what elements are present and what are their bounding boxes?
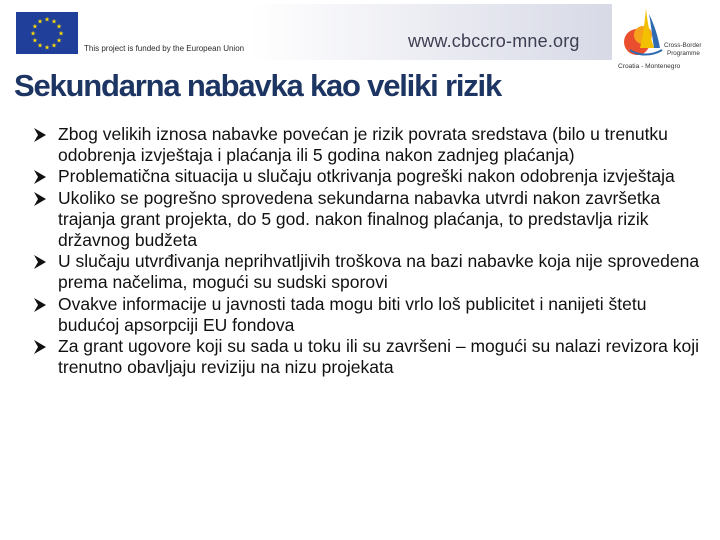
bullet-item (32, 294, 702, 336)
svg-text:★: ★ (51, 41, 57, 50)
eu-flag-icon (16, 12, 78, 54)
arrow-bullet-icon (32, 127, 48, 143)
bullet-text: Ovakve informacije u javnosti tada mogu biti vrlo loš publicitet i nanijeti štetu budućoj apsorpciji EU fondova (58, 293, 647, 335)
bullet-item (32, 251, 702, 293)
bullet-item (32, 124, 702, 166)
svg-text:★: ★ (56, 22, 63, 31)
bullet-text: Ukoliko se pogrešno sprovedena sekundarna nabavka utvrdi nakon završetka trajanja grant projekta, do 5 god. nakon finalnog plaćanja, to predstavlja rizik državnog budžeta (58, 187, 661, 251)
logo-line-1: Cross-Border (664, 42, 702, 49)
funded-by-eu-text: This project is funded by the European Union (84, 44, 245, 53)
svg-text:★: ★ (56, 36, 63, 45)
svg-text:★: ★ (30, 29, 36, 38)
arrow-bullet-icon (32, 169, 48, 185)
arrow-bullet-icon (32, 297, 48, 313)
svg-text:★: ★ (51, 17, 57, 26)
header (0, 0, 720, 68)
bullet-text: U slučaju utvrđivanja neprihvatljivih troškova na bazi nabavke koja nije sprovedena prema načelima, mogući su sudski sporovi (58, 251, 700, 293)
bullet-list (32, 124, 702, 378)
slide-title: Sekundarna nabavka kao veliki rizik (14, 68, 501, 103)
bullet-text: Problematična situacija u slučaju otkrivanja pogreški nakon odobrenja izvještaja (58, 166, 675, 187)
arrow-bullet-icon (32, 339, 48, 355)
website-url[interactable]: www.cbccro-mne.org (408, 31, 580, 51)
bullet-text: Za grant ugovore koji su sada u toku ili su završeni – mogući su nalazi revizora koji trenutno obavljaju reviziju na nizu projekata (58, 336, 700, 378)
svg-text:★: ★ (44, 43, 50, 52)
eu-banner (10, 4, 612, 60)
arrow-bullet-icon (32, 254, 48, 270)
bullet-item (32, 336, 702, 378)
arrow-bullet-icon (32, 191, 48, 207)
bullet-item (32, 188, 702, 252)
logo-line-2: Programme (667, 50, 700, 57)
svg-text:★: ★ (37, 41, 43, 50)
svg-text:★: ★ (37, 17, 43, 26)
logo-line-3: Croatia - Montenegro (618, 63, 681, 70)
programme-logo-icon (616, 2, 712, 72)
bullet-text: Zbog velikih iznosa nabavke povećan je rizik povrata sredstava (bilo u trenutku odobrenja izvještaja i plaćanja ili 5 godina nakon zadnjeg plaćanja) (58, 124, 668, 166)
svg-text:★: ★ (58, 29, 64, 38)
svg-text:★: ★ (31, 22, 38, 31)
svg-text:★: ★ (31, 36, 38, 45)
svg-text:★: ★ (44, 15, 50, 24)
bullet-item (32, 166, 702, 187)
